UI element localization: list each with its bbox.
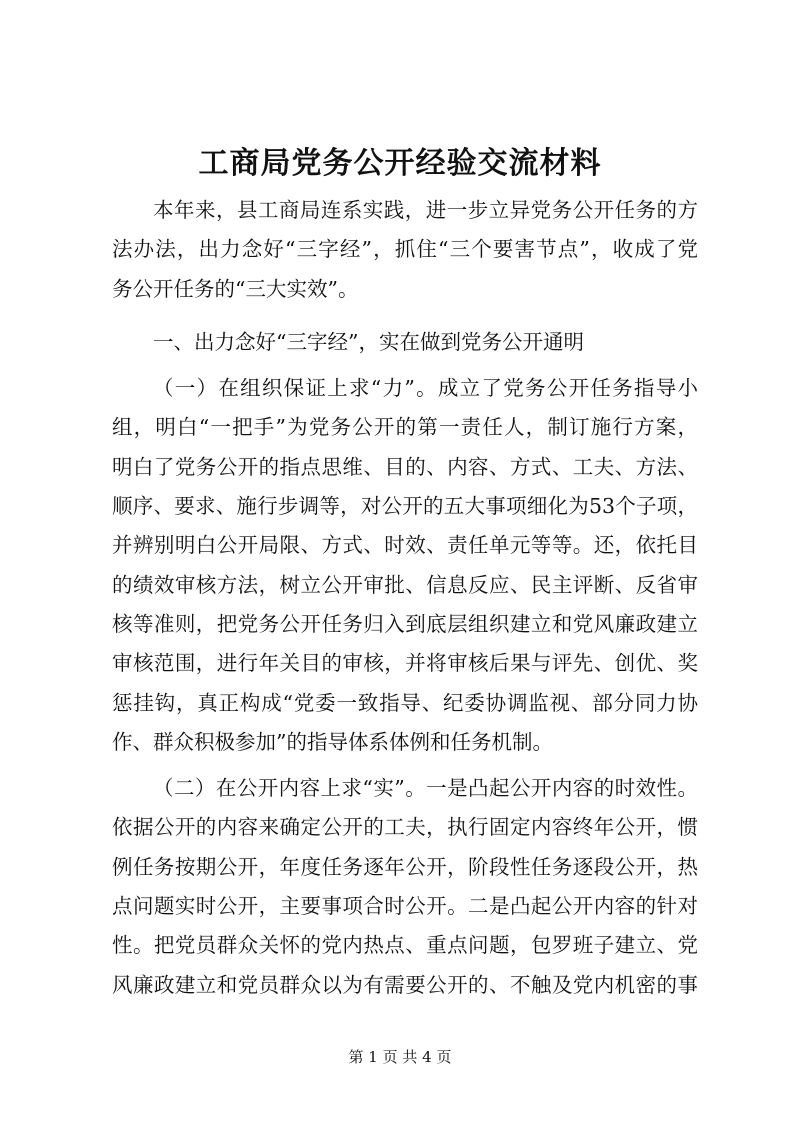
paragraph-line: 核等准则，把党务公开任务归入到底层组织建立和党风廉政建立 [112,611,698,636]
paragraph-line: 审核范围，进行年关目的审核，并将审核后果与评先、创优、奖 [112,651,698,676]
paragraph-line: 作、群众积极参加”的指导体系体例和任务机制。 [112,729,553,754]
document-title: 工商局党务公开经验交流材料 [198,146,602,181]
paragraph-line: 法办法，出力念好“三字经”，抓住“三个要害节点”，收成了党 [112,237,698,262]
paragraph-line: 例任务按期公开，年度任务逐年公开，阶段性任务逐段公开，热 [112,854,698,879]
section-heading: 一、出力念好“三字经”，实在做到党务公开通明 [153,329,584,354]
page-footer: 第 1 页 共 4 页 [348,1048,452,1066]
paragraph-line: 依据公开的内容来确定公开的工夫，执行固定内容终年公开，惯 [112,815,698,840]
paragraph-line: 的绩效审核方法，树立公开审批、信息反应、民主评断、反省审 [112,572,698,597]
paragraph-line: 务公开任务的“三大实效”。 [112,276,359,301]
paragraph-line: 惩挂钩，真正构成“党委一致指导、纪委协调监视、部分同力协 [112,690,698,715]
paragraph-line: 风廉政建立和党员群众以为有需要公开的、不触及党内机密的事 [112,972,698,997]
paragraph-line: 组，明白“一把手”为党务公开的第一责任人，制订施行方案， [112,415,698,440]
paragraph-line: 明白了党务公开的指点思维、目的、内容、方式、工夫、方法、 [112,454,698,479]
paragraph-line: 并辨别明白公开局限、方式、时效、责任单元等等。还，依托目 [112,533,698,558]
document-body [112,191,698,1005]
paragraph-line: 本年来，县工商局连系实践，进一步立异党务公开任务的方 [153,198,698,222]
paragraph-line: 点问题实时公开，主要事项合时公开。二是凸起公开内容的针对 [112,894,698,919]
paragraph-line: （二）在公开内容上求“实”。一是凸起公开内容的时效性。 [153,776,698,801]
paragraph-line: 性。把党员群众关怀的党内热点、重点问题，包罗班子建立、党 [112,933,698,958]
paragraph-line: （一）在组织保证上求“力”。成立了党务公开任务指导小 [153,376,698,401]
paragraph-line: 顺序、要求、施行步调等，对公开的五大事项细化为53个子项， [112,494,698,519]
